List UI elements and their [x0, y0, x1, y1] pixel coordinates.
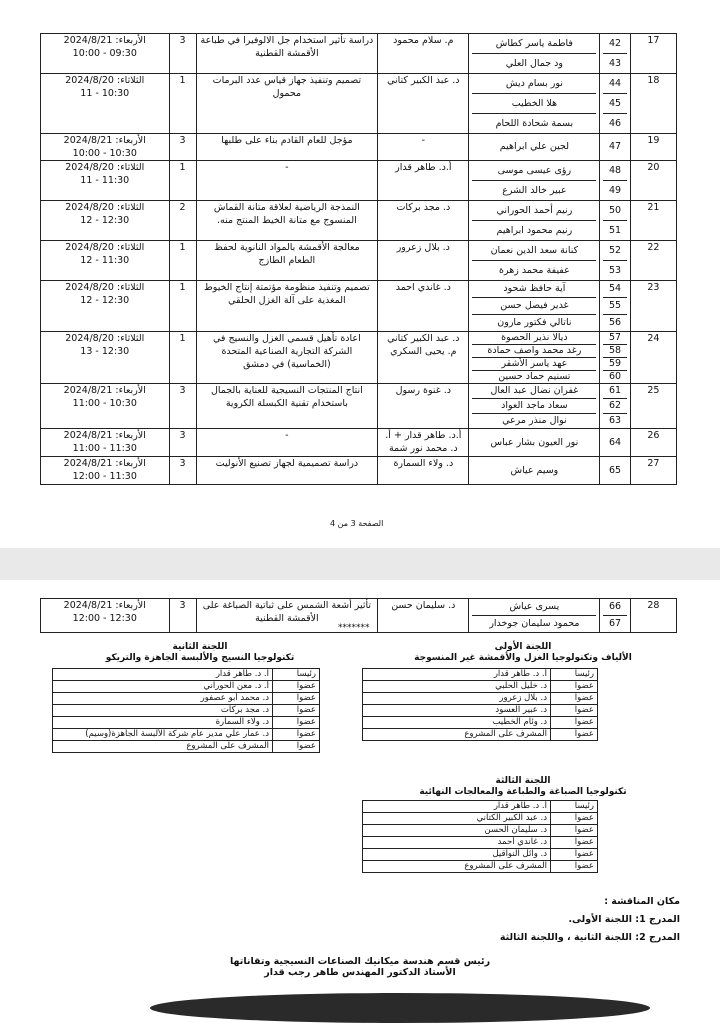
member-role: عضوا	[551, 681, 598, 693]
student-name: فاطمة ياسر كطاش	[495, 38, 573, 49]
committee-1-heading: اللجنة الأولى	[494, 642, 552, 652]
student-number: 63	[603, 413, 626, 428]
schedule-cell	[41, 384, 170, 429]
committee-member-row	[53, 693, 320, 705]
student-name: ديالا نذير الحصوة	[501, 332, 568, 343]
student-numbers-cell	[600, 457, 630, 485]
schedule-date: الثلاثاء: 2024/8/20	[65, 333, 145, 344]
students-cell	[469, 457, 600, 485]
committee-member-row	[363, 861, 598, 873]
committee-number: 1	[169, 161, 196, 201]
committee-member-row	[53, 705, 320, 717]
students-cell	[469, 429, 600, 457]
student-number: 49	[603, 180, 626, 200]
project-title: دراسة تأثير استخدام جل الالوفيرا في طباعة الأقمشة القطنية	[196, 34, 378, 74]
schedule-date: الثلاثاء: 2024/8/20	[65, 162, 145, 173]
schedule-date: الثلاثاء: 2024/8/20	[65, 242, 145, 253]
group-number: 28	[630, 599, 676, 633]
venue-line-1: المدرج 1: اللجنة الأولى.	[568, 914, 680, 925]
member-role: عضوا	[551, 861, 598, 873]
students-cell	[469, 201, 600, 241]
supervisor-name: د. مجد بركات	[378, 201, 469, 241]
student-name: وسيم عياش	[510, 465, 559, 476]
student-name: آية حافظ شحود	[503, 283, 566, 294]
committee-number: 3	[169, 34, 196, 74]
schedule-cell	[41, 74, 170, 134]
committee-number: 1	[169, 332, 196, 384]
schedule-time: 11:00 - 11:30	[72, 443, 137, 454]
student-number: 65	[608, 465, 622, 476]
students-cell	[469, 161, 600, 201]
schedule-time: 13 - 12:30	[80, 346, 130, 357]
student-name: غدير فيصل حسن	[472, 297, 596, 314]
committee-2-header	[40, 642, 360, 664]
member-name: المشرف على المشروع	[363, 729, 551, 741]
group-number: 24	[630, 332, 676, 384]
student-numbers-cell	[600, 241, 630, 281]
schedule-date: الثلاثاء: 2024/8/20	[65, 282, 145, 293]
venue-title: مكان المناقشة :	[604, 896, 680, 907]
student-number: 60	[603, 370, 626, 383]
committee-1-header	[360, 642, 686, 664]
schedule-date: الأربعاء: 2024/8/21	[63, 35, 146, 46]
committee-2-heading: اللجنة الثانية	[172, 642, 228, 652]
schedule-date: الأربعاء: 2024/8/21	[63, 385, 146, 396]
venue-line-2: المدرج 2: اللجنة الثانية ، واللجنة الثالثة	[499, 932, 680, 943]
member-name: أ. د. طاهر قدار	[363, 669, 551, 681]
student-number: 59	[603, 357, 626, 370]
committee-member-row	[53, 729, 320, 741]
member-name: د. عبير العسود	[363, 705, 551, 717]
project-title: -	[196, 429, 378, 457]
committee-1-table	[362, 668, 598, 741]
page-separator	[0, 548, 720, 580]
student-name: عفيفة محمد زهرة	[472, 260, 596, 280]
group-number: 21	[630, 201, 676, 241]
group-number: 25	[630, 384, 676, 429]
student-name: رنيم أحمد الحوراني	[496, 205, 573, 216]
supervisor-name: أ.د. طاهر قدار + أ. د. محمد نور شمة	[378, 429, 469, 457]
committee-member-row	[363, 825, 598, 837]
student-name: عبير خالد الشرع	[472, 180, 596, 200]
student-name: ناتالي فكتور مارون	[472, 314, 596, 331]
committee-number: 3	[169, 457, 196, 485]
committee-member-row	[53, 669, 320, 681]
student-number: 44	[608, 78, 622, 89]
group-number: 23	[630, 281, 676, 332]
student-numbers-cell	[600, 161, 630, 201]
member-name: د. محمد أبو عصفور	[53, 693, 273, 705]
supervisor-name: د. غاندي احمد	[378, 281, 469, 332]
student-number: 56	[603, 314, 626, 331]
group-number: 22	[630, 241, 676, 281]
committee-member-row	[363, 849, 598, 861]
schedule-date: الثلاثاء: 2024/8/20	[65, 202, 145, 213]
group-number: 27	[630, 457, 676, 485]
supervisor-name: د. عبد الكبير كتاني	[378, 74, 469, 134]
committee-member-row	[363, 693, 598, 705]
student-name: نور العيون بشار عباس	[490, 437, 579, 448]
member-name: د. غاندي أحمد	[363, 837, 551, 849]
student-name: عهد ياسر الأشقر	[472, 357, 596, 370]
project-row	[41, 161, 677, 201]
committee-number: 3	[169, 384, 196, 429]
committee-3-table	[362, 800, 598, 873]
project-row	[41, 457, 677, 485]
page-number-label: الصفحة 3 من 4	[330, 519, 384, 528]
student-numbers-cell	[600, 332, 630, 384]
schedule-date: الأربعاء: 2024/8/21	[63, 600, 146, 611]
student-name: لجين علي ابراهيم	[499, 141, 570, 152]
student-number: 42	[608, 38, 622, 49]
supervisor-name: د. ولاء السمارة	[378, 457, 469, 485]
committee-3-subheading: تكنولوجيا الصباغة والطباعة والمعالجات النهائية	[419, 787, 627, 797]
member-role: عضوا	[551, 837, 598, 849]
separator-stars: *******	[338, 623, 370, 633]
committee-2-table	[52, 668, 320, 753]
schedule-time: 12:00 - 12:30	[72, 613, 137, 624]
member-role: عضوا	[551, 825, 598, 837]
students-cell	[469, 599, 600, 633]
member-role: عضوا	[551, 849, 598, 861]
member-name: د. خليل الحلبي	[363, 681, 551, 693]
project-title: -	[196, 161, 378, 201]
supervisor-name: د. غنوة رسول	[378, 384, 469, 429]
group-number: 26	[630, 429, 676, 457]
member-role: عضوا	[551, 705, 598, 717]
committee-number: 1	[169, 241, 196, 281]
project-row	[41, 241, 677, 281]
group-number: 20	[630, 161, 676, 201]
member-role: عضوا	[551, 717, 598, 729]
supervisor-name: د. عبد الكبير كتاني م. يحيى السكري	[378, 332, 469, 384]
member-name: أ. د. طاهر قدار	[363, 801, 551, 813]
student-name: رؤى عيسى موسى	[497, 165, 572, 176]
committee-1-subheading: الألياف وتكنولوجيا الغزل والأقمشة غير المنسوجة	[414, 653, 632, 663]
committee-member-row	[363, 717, 598, 729]
committee-number: 1	[169, 281, 196, 332]
member-name: أ. د. معن الحوراني	[53, 681, 273, 693]
member-name: د. وائل النواقيل	[363, 849, 551, 861]
student-name: نوال منذر مرعي	[472, 413, 596, 428]
students-cell	[469, 384, 600, 429]
project-title: تصميم وتنفيذ جهاز قياس عدد البرمات محمول	[196, 74, 378, 134]
committee-member-row	[363, 801, 598, 813]
committee-member-row	[53, 741, 320, 753]
student-number: 43	[603, 53, 626, 73]
member-role: عضوا	[551, 693, 598, 705]
member-name: د. وئام الخطيب	[363, 717, 551, 729]
supervisor-name: د. بلال زعرور	[378, 241, 469, 281]
member-role: عضوا	[551, 729, 598, 741]
schedule-cell	[41, 599, 170, 633]
schedule-cell	[41, 34, 170, 74]
project-row	[41, 281, 677, 332]
project-title: معالجة الأقمشة بالمواد النانوية لحفظ الطعام الطازج	[196, 241, 378, 281]
schedule-time: 12 - 12:30	[80, 295, 130, 306]
project-row	[41, 74, 677, 134]
member-name: د. عبد الكبير الكتاني	[363, 813, 551, 825]
student-name: رغد محمد واصف حمادة	[472, 344, 596, 357]
committee-number: 2	[169, 201, 196, 241]
document-page-4	[0, 580, 720, 1004]
member-role: رئيسا	[273, 669, 320, 681]
schedule-cell	[41, 134, 170, 161]
member-role: عضوا	[273, 705, 320, 717]
schedule-date: الأربعاء: 2024/8/21	[63, 135, 146, 146]
project-title: تأثير أشعة الشمس على ثباتية الصباغة على الأقمشة القطنية	[196, 599, 378, 633]
committee-member-row	[53, 681, 320, 693]
student-name: يسرى عياش	[509, 601, 560, 612]
schedule-cell	[41, 161, 170, 201]
member-role: عضوا	[551, 813, 598, 825]
student-name: هلا الخطيب	[472, 93, 596, 113]
project-row	[41, 429, 677, 457]
schedule-date: الثلاثاء: 2024/8/20	[65, 75, 145, 86]
committee-member-row	[363, 813, 598, 825]
schedule-date: الأربعاء: 2024/8/21	[63, 430, 146, 441]
project-row	[41, 134, 677, 161]
signature-title: رئيس قسم هندسة ميكانيك الصناعات النسيجية وتقاناتها	[229, 956, 491, 967]
committee-number: 3	[169, 134, 196, 161]
student-numbers-cell	[600, 281, 630, 332]
member-role: رئيسا	[551, 669, 598, 681]
committee-3-header	[360, 776, 686, 798]
schedule-time: 10:00 - 10:30	[72, 148, 137, 159]
signature-name: الأستاذ الدكتور المهندس طاهر رجب قدار	[264, 967, 456, 978]
member-role: رئيسا	[551, 801, 598, 813]
student-numbers-cell	[600, 201, 630, 241]
project-row	[41, 384, 677, 429]
committee-member-row	[53, 717, 320, 729]
schedule-date: الأربعاء: 2024/8/21	[63, 458, 146, 469]
student-number: 47	[608, 141, 622, 152]
member-name: د. بلال زعرور	[363, 693, 551, 705]
project-title: النمذجة الرياضية لعلاقة متانة القماش المنسوج مع متانة الخيط المنتج منه.	[196, 201, 378, 241]
member-name: المشرف على المشروع	[363, 861, 551, 873]
signature-block	[200, 956, 520, 978]
member-name: أ. د. طاهر قدار	[53, 669, 273, 681]
committee-number: 1	[169, 74, 196, 134]
project-row	[41, 332, 677, 384]
student-name: رنيم محمود ابراهيم	[472, 220, 596, 240]
student-number: 58	[603, 344, 626, 357]
student-number: 62	[603, 398, 626, 413]
schedule-cell	[41, 429, 170, 457]
student-number: 51	[603, 220, 626, 240]
student-number: 61	[608, 385, 622, 396]
committee-number: 3	[169, 429, 196, 457]
student-name: تسنيم حماد حسين	[472, 370, 596, 383]
schedule-time: 12:00 - 11:30	[72, 471, 137, 482]
student-name: محمود سليمان جوخدار	[472, 615, 596, 632]
schedule-cell	[41, 241, 170, 281]
project-row	[41, 201, 677, 241]
project-title: مؤجل للعام القادم بناء على طلبها	[196, 134, 378, 161]
committee-number: 3	[169, 599, 196, 633]
students-cell	[469, 281, 600, 332]
student-number: 46	[603, 113, 626, 133]
student-numbers-cell	[600, 74, 630, 134]
group-number: 18	[630, 74, 676, 134]
students-cell	[469, 332, 600, 384]
project-title: انتاج المنتجات النسيجية للعناية بالجمال باستخدام تقنية الكبسلة الكروية	[196, 384, 378, 429]
student-name: نور بسام ديش	[505, 78, 563, 89]
member-role: عضوا	[273, 693, 320, 705]
project-title: اعادة تأهيل قسمي الغزل والنسيج في الشركة التجارية الصناعية المتحدة (الخماسية) في دمشق	[196, 332, 378, 384]
student-number: 64	[608, 437, 622, 448]
project-title: تصميم وتنفيذ منظومة مؤتمتة إنتاج الخيوط المغذية على آلة الغزل الحلقي	[196, 281, 378, 332]
student-name: كنانة سعد الدين نعمان	[490, 245, 579, 256]
supervisor-name: د. سليمان حسن	[378, 599, 469, 633]
schedule-cell	[41, 332, 170, 384]
committee-member-row	[363, 669, 598, 681]
committee-2-subheading: تكنولوجيا النسيج والألبسة الجاهزة والتريكو	[105, 653, 295, 663]
committee-3-heading: اللجنة الثالثة	[495, 776, 551, 786]
schedule-cell	[41, 201, 170, 241]
student-number: 66	[608, 601, 622, 612]
schedule-time: 12 - 11:30	[80, 255, 130, 266]
member-role: عضوا	[273, 681, 320, 693]
member-role: عضوا	[273, 741, 320, 753]
member-name: المشرف على المشروع	[53, 741, 273, 753]
schedule-time: 11 - 10:30	[80, 88, 130, 99]
student-name: ود جمال العلي	[472, 53, 596, 73]
student-numbers-cell	[600, 599, 630, 633]
schedule-time: 11:00 - 10:30	[72, 398, 137, 409]
committee-member-row	[363, 705, 598, 717]
member-name: د. ولاء السمارة	[53, 717, 273, 729]
supervisor-name: -	[378, 134, 469, 161]
member-role: عضوا	[273, 729, 320, 741]
student-number: 57	[608, 332, 622, 343]
student-number: 45	[603, 93, 626, 113]
schedule-cell	[41, 457, 170, 485]
student-numbers-cell	[600, 384, 630, 429]
student-numbers-cell	[600, 134, 630, 161]
students-cell	[469, 134, 600, 161]
committee-member-row	[363, 729, 598, 741]
student-number: 53	[603, 260, 626, 280]
supervisor-name: أ.د. طاهر قدار	[378, 161, 469, 201]
student-name: سعاد ماجد العواد	[472, 398, 596, 413]
student-name: غفران نضال عبد العال	[490, 385, 579, 396]
committee-member-row	[363, 681, 598, 693]
student-numbers-cell	[600, 429, 630, 457]
schedule-time: 10:00 - 09:30	[72, 48, 137, 59]
member-name: د. عمار علي مدير عام شركة الألبسة الجاهزة(وسيم)	[53, 729, 273, 741]
projects-table	[40, 33, 677, 485]
student-name: بسمة شحادة اللحام	[472, 113, 596, 133]
supervisor-name: م. سلام محمود	[378, 34, 469, 74]
students-cell	[469, 34, 600, 74]
group-number: 17	[630, 34, 676, 74]
group-number: 19	[630, 134, 676, 161]
students-cell	[469, 241, 600, 281]
student-number: 54	[608, 283, 622, 294]
student-number: 50	[608, 205, 622, 216]
student-number: 67	[603, 615, 626, 632]
student-numbers-cell	[600, 34, 630, 74]
member-name: د. سليمان الحسن	[363, 825, 551, 837]
project-row	[41, 34, 677, 74]
students-cell	[469, 74, 600, 134]
schedule-time: 11 - 11:30	[80, 175, 130, 186]
member-role: عضوا	[273, 717, 320, 729]
student-number: 48	[608, 165, 622, 176]
student-number: 55	[603, 297, 626, 314]
committee-member-row	[363, 837, 598, 849]
project-title: دراسة تصميمية لجهاز تصنيع الأنوليت	[196, 457, 378, 485]
member-name: د. مجد بركات	[53, 705, 273, 717]
schedule-cell	[41, 281, 170, 332]
photo-edge-shadow	[150, 993, 650, 1023]
schedule-time: 12 - 12:30	[80, 215, 130, 226]
student-number: 52	[608, 245, 622, 256]
